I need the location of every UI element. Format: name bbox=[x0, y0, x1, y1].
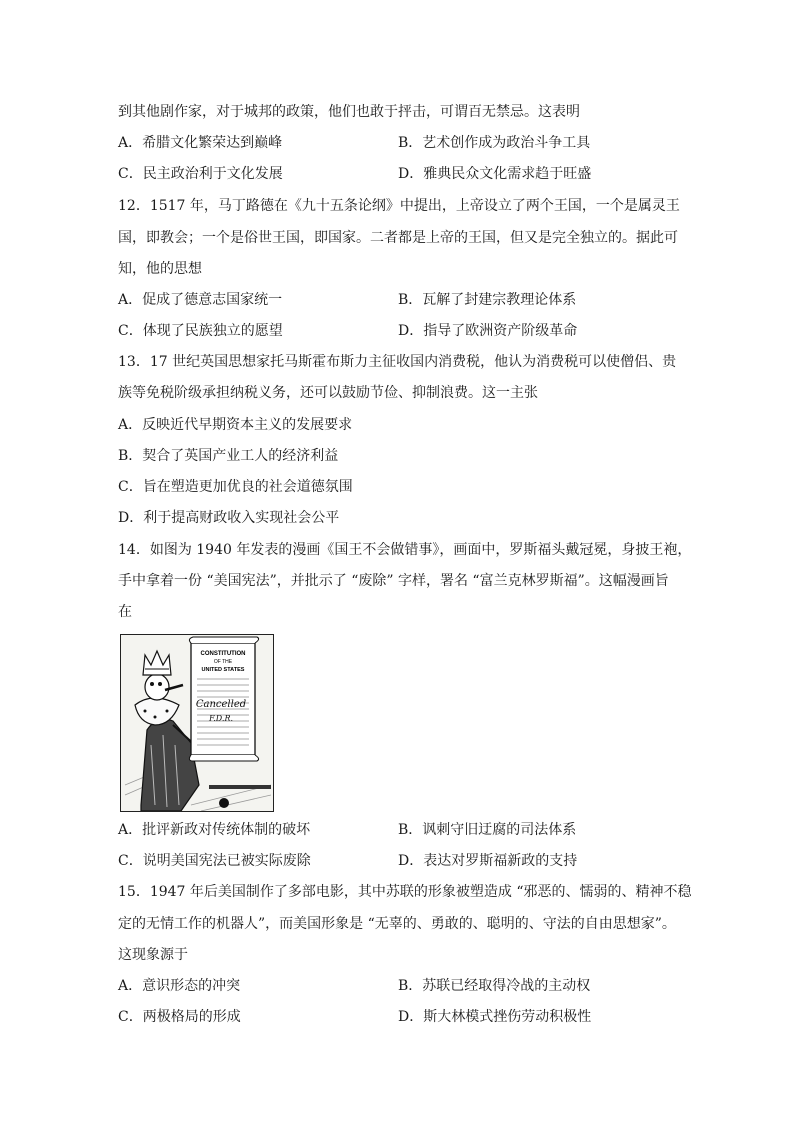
q14-stem-line-3: 在 bbox=[118, 604, 132, 620]
scroll-title-line-1: CONSTITUTION bbox=[200, 651, 246, 657]
q15-stem-line-1: 15．1947 年后美国制作了多部电影，其中苏联的形象被塑造成 “邪恶的、懦弱的、精神不稳 bbox=[118, 884, 692, 900]
q12-option-c[interactable]: C．体现了民族独立的愿望 bbox=[118, 323, 283, 339]
q12-option-d[interactable]: D．指导了欧洲资产阶级革命 bbox=[398, 323, 578, 339]
q14-option-b[interactable]: B．讽刺守旧迂腐的司法体系 bbox=[398, 822, 577, 838]
cancelled-stamp: Cancelled bbox=[195, 699, 247, 710]
q14-option-c[interactable]: C．说明美国宪法已被实际废除 bbox=[118, 853, 311, 869]
q15-option-b[interactable]: B．苏联已经取得冷战的主动权 bbox=[398, 978, 591, 994]
q14-option-d[interactable]: D．表达对罗斯福新政的支持 bbox=[398, 853, 578, 869]
q12-option-b[interactable]: B．瓦解了封建宗教理论体系 bbox=[398, 292, 577, 308]
fdr-signature: F.D.R. bbox=[208, 714, 234, 723]
q13-option-d[interactable]: D．利于提高财政收入实现社会公平 bbox=[118, 510, 340, 526]
q13-option-c[interactable]: C．旨在塑造更加优良的社会道德氛围 bbox=[118, 479, 353, 495]
q11-option-c[interactable]: C．民主政治利于文化发展 bbox=[118, 166, 283, 182]
q13-stem-line-2: 族等免税阶级承担纳税义务，还可以鼓励节俭、抑制浪费。这一主张 bbox=[118, 385, 538, 401]
q13-option-a[interactable]: A．反映近代早期资本主义的发展要求 bbox=[118, 417, 353, 433]
q14-option-a[interactable]: A．批评新政对传统体制的破坏 bbox=[118, 822, 311, 838]
q11-option-b[interactable]: B．艺术创作成为政治斗争工具 bbox=[398, 135, 591, 151]
q13-option-b[interactable]: B．契合了英国产业工人的经济利益 bbox=[118, 448, 339, 464]
q14-stem-line-1: 14．如图为 1940 年发表的漫画《国王不会做错事》，画面中，罗斯福头戴冠冕，身披王袍， bbox=[118, 542, 692, 558]
question-11-stem-tail: 到其他剧作家，对于城邦的政策，他们也敢于抨击，可谓百无禁忌。这表明 bbox=[118, 104, 580, 120]
political-cartoon-image bbox=[120, 634, 274, 812]
q13-stem-line-1: 13．17 世纪英国思想家托马斯霍布斯力主征收国内消费税，他认为消费税可以使僧侣、贵 bbox=[118, 354, 677, 370]
q12-stem-line-3: 知，他的思想 bbox=[118, 261, 202, 277]
scroll-title-line-2: OF THE bbox=[213, 659, 233, 665]
scroll-title-line-3: UNITED STATES bbox=[201, 667, 245, 673]
q15-option-d[interactable]: D．斯大林模式挫伤劳动积极性 bbox=[398, 1009, 592, 1025]
q11-option-d[interactable]: D．雅典民众文化需求趋于旺盛 bbox=[398, 166, 592, 182]
q11-option-a[interactable]: A．希腊文化繁荣达到巅峰 bbox=[118, 135, 283, 151]
q12-stem-line-1: 12．1517 年，马丁路德在《九十五条论纲》中提出，上帝设立了两个王国，一个是属灵王 bbox=[118, 198, 680, 214]
q12-option-a[interactable]: A．促成了德意志国家统一 bbox=[118, 292, 283, 308]
q15-stem-line-3: 这现象源于 bbox=[118, 947, 188, 963]
q12-stem-line-2: 国，即教会；一个是俗世王国，即国家。二者都是上帝的王国，但又是完全独立的。据此可 bbox=[118, 230, 678, 246]
q14-stem-line-2: 手中拿着一份 “美国宪法”，并批示了 “废除” 字样，署名 “富兰克林罗斯福”。这幅漫画旨 bbox=[118, 573, 669, 589]
q15-option-c[interactable]: C．两极格局的形成 bbox=[118, 1009, 241, 1025]
q15-option-a[interactable]: A．意识形态的冲突 bbox=[118, 978, 241, 994]
cartoon-illustration bbox=[121, 635, 273, 811]
q15-stem-line-2: 定的无情工作的机器人”，而美国形象是 “无辜的、勇敢的、聪明的、守法的自由思想家”。 bbox=[118, 916, 676, 932]
